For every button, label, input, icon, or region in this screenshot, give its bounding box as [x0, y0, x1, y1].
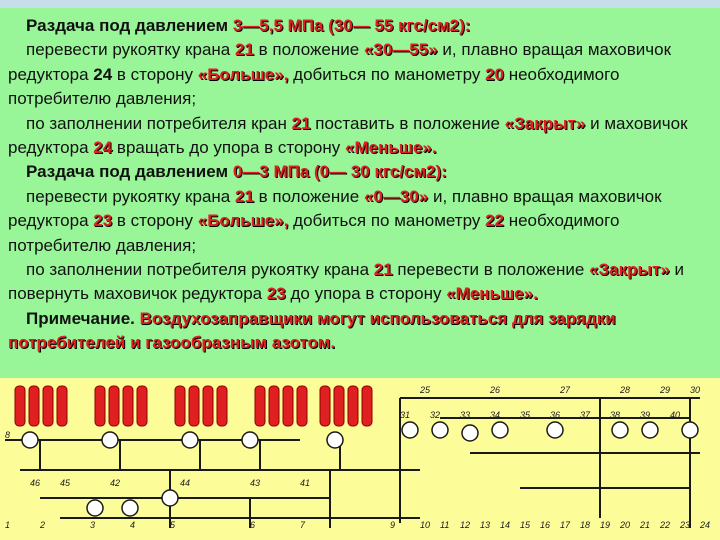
heading-text: Раздача под давлением	[26, 16, 229, 35]
part-label: 36	[550, 410, 561, 420]
part-label: 3	[90, 520, 96, 530]
cylinder	[334, 386, 344, 426]
part-label: 29	[660, 385, 671, 395]
text: и маховичок редуктора	[8, 113, 688, 158]
part-label: 1	[5, 520, 11, 530]
part-label: 22	[660, 520, 671, 530]
ref: «Меньше».	[446, 284, 538, 304]
part-label: 41	[300, 478, 311, 488]
part-label: 33	[460, 410, 471, 420]
part-label: 12	[460, 520, 471, 530]
part-label: 17	[560, 520, 571, 530]
part-label: 8	[5, 430, 11, 440]
ref: 21	[234, 186, 254, 206]
cylinder	[283, 386, 293, 426]
ref: «Закрыт»	[589, 260, 670, 280]
cylinder	[137, 386, 147, 426]
part-label: 23	[680, 520, 691, 530]
gauge-icon	[162, 490, 178, 506]
text: и повернуть маховичок редуктора	[8, 260, 685, 304]
cylinder	[255, 386, 265, 426]
ref: 21	[234, 40, 254, 60]
note	[8, 307, 710, 356]
part-label: 13	[480, 520, 491, 530]
gauge-icon	[402, 422, 418, 438]
part-label: 27	[560, 385, 571, 395]
text: по заполнении потребителя кран	[26, 113, 292, 133]
pressure-range: 0—3 МПа (0— 30 кгс/см2):	[232, 162, 447, 182]
part-label: 40	[670, 410, 681, 420]
ref: «Больше»,	[197, 64, 289, 84]
part-label: 21	[640, 520, 651, 530]
part-label: 37	[580, 410, 591, 420]
part-label: 5	[170, 520, 176, 530]
part-label: 19	[600, 520, 611, 530]
cylinder	[362, 386, 372, 426]
text: перевести рукоятку крана	[26, 186, 235, 206]
part-label: 25	[420, 385, 431, 395]
top-strip	[0, 0, 720, 8]
ref: 20	[485, 64, 504, 84]
text: и, плавно вращая маховичок редуктора	[8, 40, 672, 84]
part-label: 44	[180, 478, 191, 488]
text: добиться по манометру	[288, 64, 486, 84]
ref: 22	[485, 211, 504, 231]
part-label: 32	[430, 410, 441, 420]
text: поставить в положение	[310, 113, 505, 133]
cylinder	[123, 386, 133, 426]
text: в сторону	[112, 211, 198, 231]
ref: «0—30»	[363, 186, 429, 206]
gauge-icon	[492, 422, 508, 438]
cylinder	[175, 386, 185, 426]
part-label: 42	[110, 478, 121, 488]
gauge-icon	[432, 422, 448, 438]
part-label: 26	[490, 385, 501, 395]
text: перевести в положение	[392, 260, 590, 280]
ref: «Больше»,	[197, 211, 289, 231]
text: по заполнении потребителя рукоятку крана	[26, 260, 374, 280]
ref: 21	[291, 113, 311, 133]
section2-heading	[8, 160, 710, 184]
gauge-icon	[87, 500, 103, 516]
cylinder	[15, 386, 25, 426]
text: добиться по манометру	[288, 211, 486, 231]
ref: 24	[93, 138, 113, 158]
gauge-icon	[102, 432, 118, 448]
cylinder	[297, 386, 307, 426]
section1-step1	[8, 38, 710, 111]
text: необходимого потребителю давления;	[8, 64, 620, 109]
text: и, плавно вращая маховичок редуктора	[8, 186, 662, 231]
cylinder	[189, 386, 199, 426]
gauge-icon	[182, 432, 198, 448]
cylinder	[348, 386, 358, 426]
pressure-range: 3—5,5 МПа (30— 55 кгс/см2):	[232, 16, 471, 35]
part-label: 30	[690, 385, 701, 395]
part-label: 43	[250, 478, 261, 488]
part-label: 38	[610, 410, 621, 420]
text: в положение	[253, 40, 364, 60]
pneumatic-diagram	[0, 378, 720, 540]
cylinder-banks	[15, 386, 372, 426]
part-label: 20	[620, 520, 631, 530]
section2-step1	[8, 185, 710, 258]
part-label: 10	[420, 520, 431, 530]
ref: 21	[373, 260, 393, 280]
cylinder	[320, 386, 330, 426]
part-label: 11	[440, 520, 450, 530]
gauge-icon	[642, 422, 658, 438]
part-label: 15	[520, 520, 531, 530]
part-label: 18	[580, 520, 591, 530]
cylinder	[203, 386, 213, 426]
gauge-icon	[682, 422, 698, 438]
part-label: 14	[500, 520, 511, 530]
part-label: 7	[300, 520, 306, 530]
part-label: 2	[40, 520, 46, 530]
text: до упора в сторону	[285, 284, 447, 304]
text: перевести рукоятку крана	[26, 40, 235, 60]
part-label: 16	[540, 520, 551, 530]
gauge-icon	[462, 425, 478, 441]
part-label: 31	[400, 410, 411, 420]
part-label: 6	[250, 520, 256, 530]
text: вращать до упора в сторону	[112, 138, 345, 158]
part-label: 4	[130, 520, 136, 530]
cylinder	[29, 386, 39, 426]
text: необходимого потребителю давления;	[8, 211, 620, 255]
cylinder	[95, 386, 105, 426]
cylinder	[57, 386, 67, 426]
gauge-icon	[612, 422, 628, 438]
section1-step2	[8, 112, 710, 161]
text-panel	[0, 8, 720, 378]
note-text: Воздухозаправщики могут использоваться для зарядки потребителей и газообразным азотом.	[8, 308, 616, 353]
part-label: 28	[620, 385, 631, 395]
section2-step2	[8, 258, 710, 307]
part-label: 9	[390, 520, 396, 530]
ref: 24	[93, 64, 113, 84]
gauge-icon	[22, 432, 38, 448]
gauge-icon	[122, 500, 138, 516]
cylinder	[109, 386, 119, 426]
text: в сторону	[112, 64, 198, 84]
gauge-icon	[547, 422, 563, 438]
ref: «Закрыт»	[504, 113, 586, 133]
ref: 23	[93, 211, 113, 231]
ref: «Меньше».	[345, 138, 437, 158]
part-label: 45	[60, 478, 71, 488]
part-label: 46	[30, 478, 41, 488]
heading-text: Раздача под давлением	[26, 162, 229, 182]
gauge-icon	[242, 432, 258, 448]
cylinder	[43, 386, 53, 426]
cylinder	[217, 386, 227, 426]
ref: «30—55»	[363, 40, 438, 60]
part-label: 39	[640, 410, 651, 420]
note-label: Примечание.	[26, 308, 135, 328]
part-label: 34	[490, 410, 501, 420]
section1-heading	[8, 14, 710, 38]
cylinder	[269, 386, 279, 426]
ref: 23	[266, 284, 286, 304]
text: в положение	[253, 186, 364, 206]
part-label: 24	[700, 520, 711, 530]
gauge-icon	[327, 432, 343, 448]
part-label: 35	[520, 410, 531, 420]
